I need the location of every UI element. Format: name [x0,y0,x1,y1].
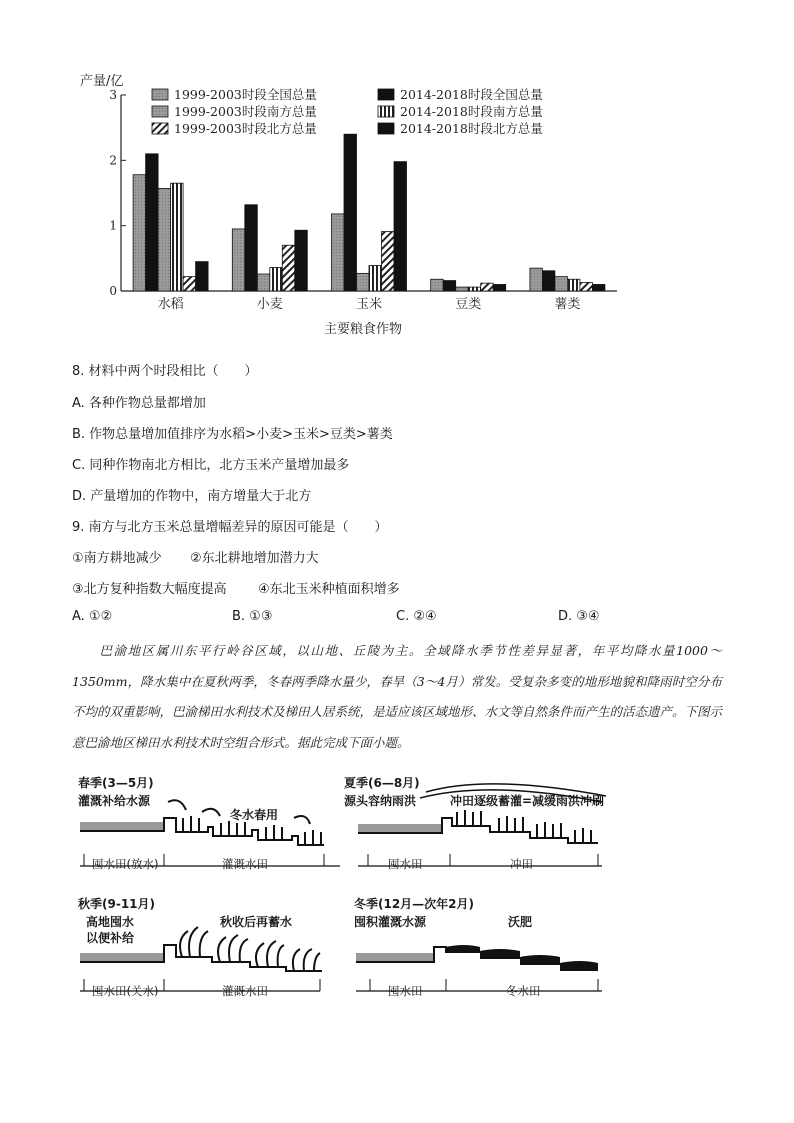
q9-choice-d: D. ③④ [558,609,600,624]
summer-diagram [340,770,615,880]
bar-水稻-0 [133,175,146,291]
x-category-label: 薯类 [554,297,581,312]
legend-label: 1999-2003时段南方总量 [174,104,317,119]
bar-小麦-4 [282,245,295,291]
passage [72,636,722,758]
bar-小麦-5 [295,230,308,291]
legend-swatch [378,89,394,100]
winter-label-fertilize: 沃肥 [508,915,533,929]
x-category-label: 小麦 [256,297,283,312]
legend-label: 2014-2018时段北方总量 [400,121,543,136]
legend-swatch [152,106,168,117]
spring-season-label: 春季(3—5月) [78,776,154,790]
y-tick-label: 2 [109,153,117,168]
bar-玉米-4 [382,232,395,291]
bar-水稻-4 [183,277,196,291]
bar-豆类-2 [456,287,469,291]
legend-label: 1999-2003时段北方总量 [174,121,317,136]
bar-玉米-5 [394,162,407,291]
bar-豆类-5 [493,284,506,291]
legend-label: 1999-2003时段全国总量 [174,87,317,102]
bar-水稻-5 [196,262,209,291]
q9-choice-b: B. ①③ [232,609,273,624]
summer-label-flow: 冲田逐级蓄灌=减缓雨洪冲刷 [450,794,605,808]
q9-option-3: ③北方复种指数大幅度提高 [72,582,227,597]
bar-玉米-3 [369,266,382,291]
spring-label-use: 冬水春用 [230,808,279,822]
legend-label: 2014-2018时段全国总量 [400,87,543,102]
bar-小麦-2 [257,274,270,291]
q8-option-b: B. 作物总量增加值排序为水稻>小麦>玉米>豆类>薯类 [72,427,393,442]
autumn-base-right-label: 灌溉水田 [222,984,268,998]
bar-水稻-2 [158,188,171,291]
bar-薯类-4 [580,283,593,291]
bar-薯类-2 [555,277,568,291]
autumn-label-source: 高地囤水 [86,915,135,929]
q8-option-a: A. 各种作物总量都增加 [72,396,206,411]
y-tick-label: 1 [109,218,117,233]
bar-小麦-3 [270,267,283,291]
y-tick-label: 0 [109,284,117,298]
q9-option-2: ②东北耕地增加潜力大 [190,551,319,566]
winter-terrace-illustration [340,895,615,1005]
spring-diagram [72,770,347,880]
q9-choice-a: A. ①② [72,609,113,624]
summer-season-label: 夏季(6—8月) [344,776,420,790]
legend-swatch [152,123,168,134]
autumn-base-left-label: 囤水田(关水) [92,984,159,998]
y-tick-label: 3 [109,88,117,102]
q8-stem: 8. 材料中两个时段相比（ ） [72,364,258,379]
legend-swatch [152,89,168,100]
x-category-label: 水稻 [157,297,184,312]
q9-option-1: ①南方耕地减少 [72,551,162,566]
y-axis-label: 产量/亿 [80,74,124,89]
grain-production-bar-chart [0,0,794,345]
legend-swatch [378,123,394,134]
winter-base-left-label: 囤水田 [388,984,423,998]
bar-薯类-5 [592,284,605,291]
q9-option-4: ④东北玉米种植面积增多 [258,582,400,597]
x-axis-label: 主要粮食作物 [323,322,403,337]
passage-text: 巴渝地区属川东平行岭谷区域，以山地、丘陵为主。全域降水季节性差异显著，年平均降水量1000～1350mm，降水集中在夏秋两季，冬春两季降水量少，春旱（3～4月）常发。受复杂多变的地形地貌和降雨时空分布不均的双重影响，巴渝梯田水利技术及梯田人居系统，是适应该区域地形、水文等自然条件而产生的活态遗产。下图示意巴渝地区梯田水利技术时空组合形式。据此完成下面小题。 [72,643,723,750]
summer-terrace-illustration [340,770,615,880]
bar-豆类-4 [481,283,494,291]
winter-label-source: 囤积灌溉水源 [354,915,427,929]
bar-玉米-1 [344,134,357,291]
q9-choice-c: C. ②④ [396,609,437,624]
q8-option-d: D. 产量增加的作物中，南方增量大于北方 [72,489,312,504]
summer-base-left-label: 囤水田 [388,857,423,871]
winter-season-label: 冬季(12月—次年2月) [354,897,475,911]
bar-玉米-2 [357,273,370,291]
spring-label-source: 灌溉补给水源 [78,794,151,808]
winter-diagram [340,895,615,1005]
bar-薯类-3 [567,279,580,291]
bar-豆类-0 [431,279,444,291]
legend-label: 2014-2018时段南方总量 [400,104,543,119]
autumn-season-label: 秋季(9-11月) [78,897,155,911]
summer-base-right-label: 冲田 [510,857,533,871]
bar-玉米-0 [332,214,345,291]
autumn-label-storage: 秋收后再蓄水 [220,915,293,929]
legend-swatch [378,106,394,117]
x-category-label: 玉米 [355,297,383,312]
bar-水稻-3 [171,183,184,291]
autumn-label-source-2: 以便补给 [86,931,135,945]
q9-stem: 9. 南方与北方玉米总量增幅差异的原因可能是（ ） [72,520,388,535]
bar-小麦-0 [232,229,245,291]
q8-option-c: C. 同种作物南北方相比，北方玉米产量增加最多 [72,458,350,473]
bar-水稻-1 [146,154,159,291]
bar-薯类-0 [530,268,543,291]
spring-base-left-label: 囤水田(放水) [92,857,159,871]
winter-base-right-label: 冬水田 [506,984,541,998]
summer-label-source: 源头容纳雨洪 [344,794,417,808]
x-category-label: 豆类 [455,297,482,312]
bar-豆类-3 [468,287,481,291]
bar-小麦-1 [245,205,257,291]
bar-豆类-1 [443,281,456,291]
spring-base-right-label: 灌溉水田 [222,857,268,871]
autumn-diagram [72,895,347,1005]
bar-薯类-1 [542,271,555,291]
